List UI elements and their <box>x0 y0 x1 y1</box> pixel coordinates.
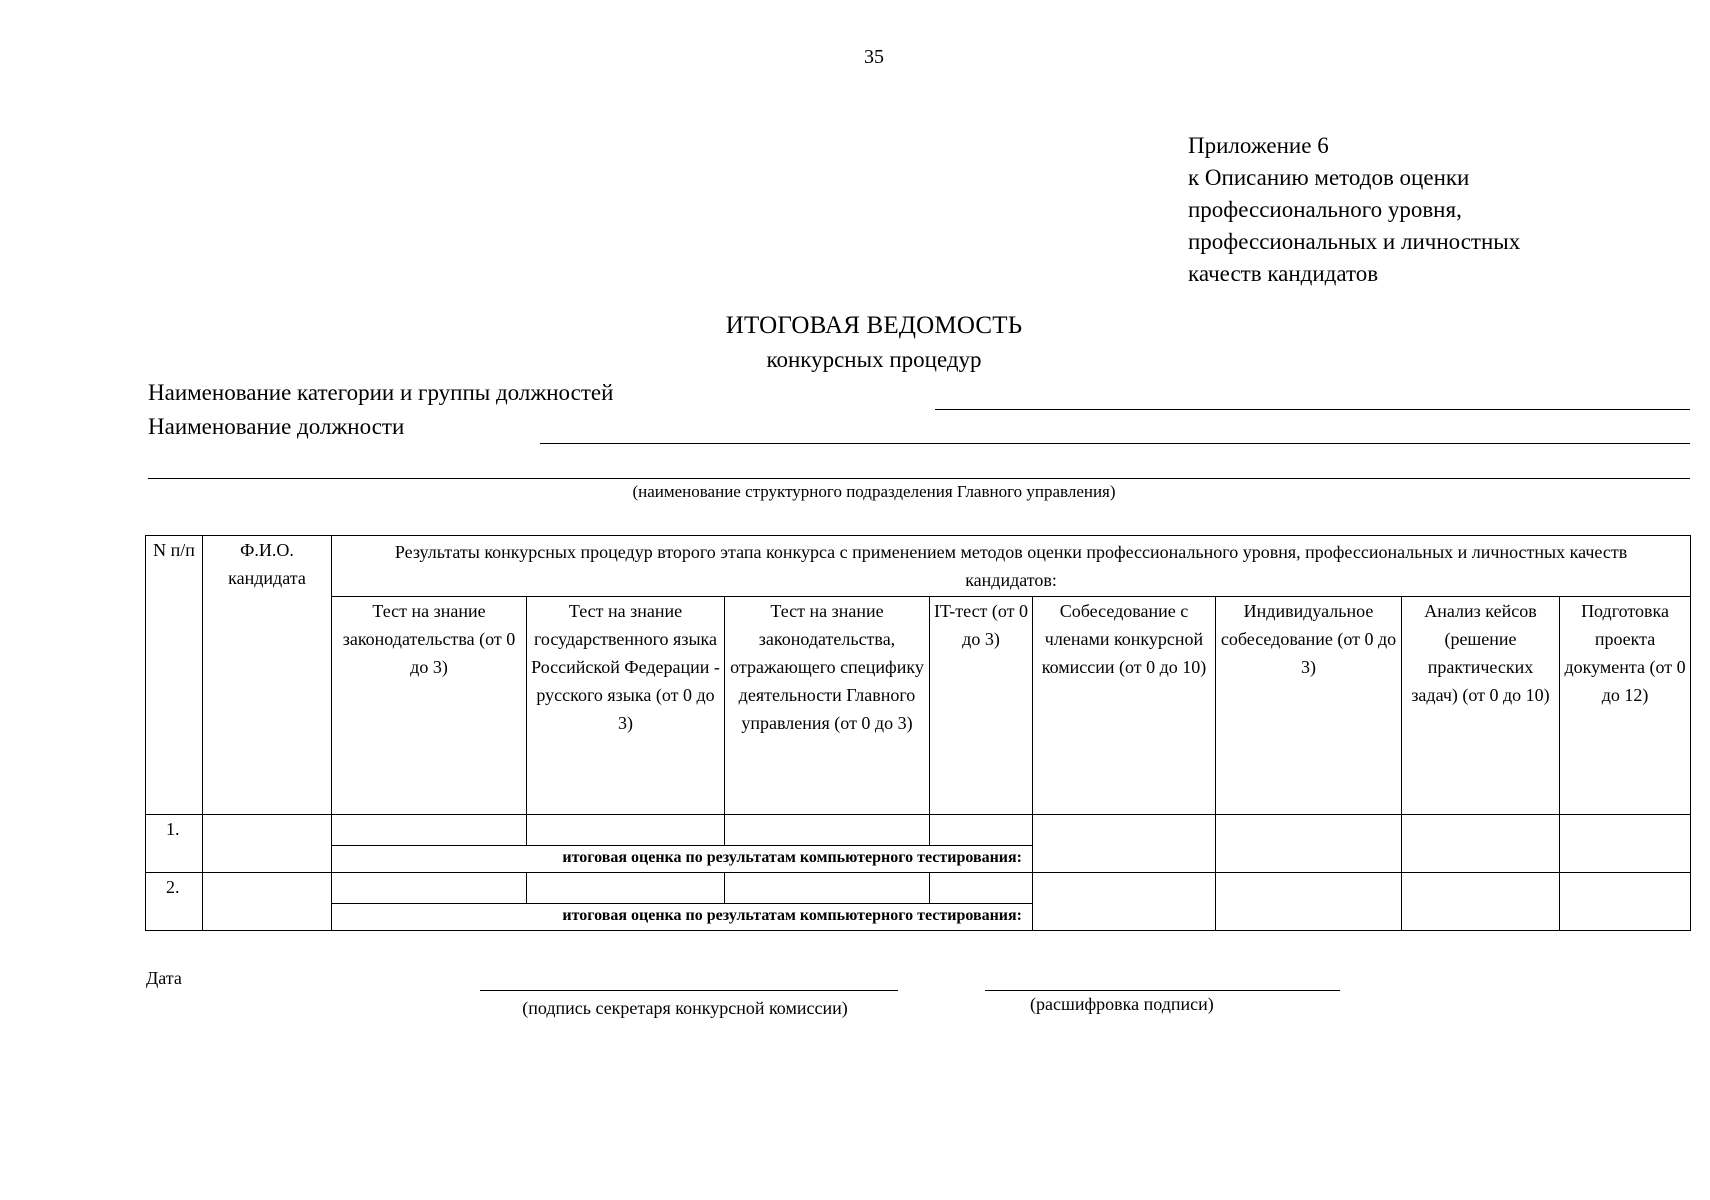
total-score-label: итоговая оценка по результатам компьютерного тестирования: <box>332 846 1033 873</box>
subheader-it-test: IT-тест (от 0 до 3) <box>930 597 1033 815</box>
cell-score <box>1033 873 1216 931</box>
cell-fio <box>203 873 332 931</box>
cell-score <box>527 873 725 904</box>
cell-score <box>1033 815 1216 873</box>
cell-score <box>930 815 1033 846</box>
category-label: Наименование категории и группы должностей <box>148 380 614 405</box>
cell-fio <box>203 815 332 873</box>
appendix-line: качеств кандидатов <box>1188 261 1379 286</box>
cell-score <box>725 873 930 904</box>
appendix-block <box>1188 130 1520 290</box>
subheader-commission-interview: Собеседование с членами конкурсной комиссии (от 0 до 10) <box>1033 597 1216 815</box>
cell-score <box>1402 873 1560 931</box>
position-label: Наименование должности <box>148 414 405 439</box>
header-results: Результаты конкурсных процедур второго этапа конкурса с применением методов оценки профессионального уровня, профессиональных и личностных качеств кандидатов: <box>332 536 1691 597</box>
results-table <box>145 535 1691 931</box>
department-fill-line <box>148 478 1690 479</box>
cell-score <box>930 873 1033 904</box>
cell-score <box>332 815 527 846</box>
cell-score <box>1216 873 1402 931</box>
appendix-line: профессионального уровня, <box>1188 197 1462 222</box>
total-score-label: итоговая оценка по результатам компьютерного тестирования: <box>332 904 1033 931</box>
cell-score <box>527 815 725 846</box>
cell-score <box>1560 873 1691 931</box>
signature-line <box>480 990 898 991</box>
cell-score <box>725 815 930 846</box>
decode-line <box>985 990 1340 991</box>
cell-score <box>1402 815 1560 873</box>
subheader-language-test: Тест на знание государственного языка Российской Федерации - русского языка (от 0 до 3) <box>527 597 725 815</box>
decode-caption: (расшифровка подписи) <box>1030 994 1214 1014</box>
subheader-document-draft: Подготовка проекта документа (от 0 до 12) <box>1560 597 1691 815</box>
position-fill-line <box>540 443 1690 444</box>
subheader-case-analysis: Анализ кейсов (решение практических задач) (от 0 до 10) <box>1402 597 1560 815</box>
document-title: ИТОГОВАЯ ВЕДОМОСТЬ <box>725 312 1023 339</box>
document-subtitle: конкурсных процедур <box>766 347 982 372</box>
appendix-line: профессиональных и личностных <box>1188 229 1521 254</box>
cell-score <box>1560 815 1691 873</box>
department-caption: (наименование структурного подразделения Главного управления) <box>632 482 1116 501</box>
subheader-law-test: Тест на знание законодательства (от 0 до 3) <box>332 597 527 815</box>
cell-score <box>1216 815 1402 873</box>
subheader-individual-interview: Индивидуальное собеседование (от 0 до 3) <box>1216 597 1402 815</box>
appendix-line: Приложение 6 <box>1188 133 1329 158</box>
page-number: 35 <box>864 46 884 68</box>
appendix-line: к Описанию методов оценки <box>1188 165 1470 190</box>
row-number: 2. <box>146 873 203 931</box>
subheader-specific-law-test: Тест на знание законодательства, отражающего специфику деятельности Главного управления (от 0 до 3) <box>725 597 930 815</box>
category-fill-line <box>935 409 1690 410</box>
signature-caption: (подпись секретаря конкурсной комиссии) <box>522 998 848 1018</box>
cell-score <box>332 873 527 904</box>
row-number: 1. <box>146 815 203 873</box>
date-label: Дата <box>146 968 182 988</box>
header-number: N п/п <box>146 536 203 815</box>
header-fio: Ф.И.О. кандидата <box>203 536 332 815</box>
